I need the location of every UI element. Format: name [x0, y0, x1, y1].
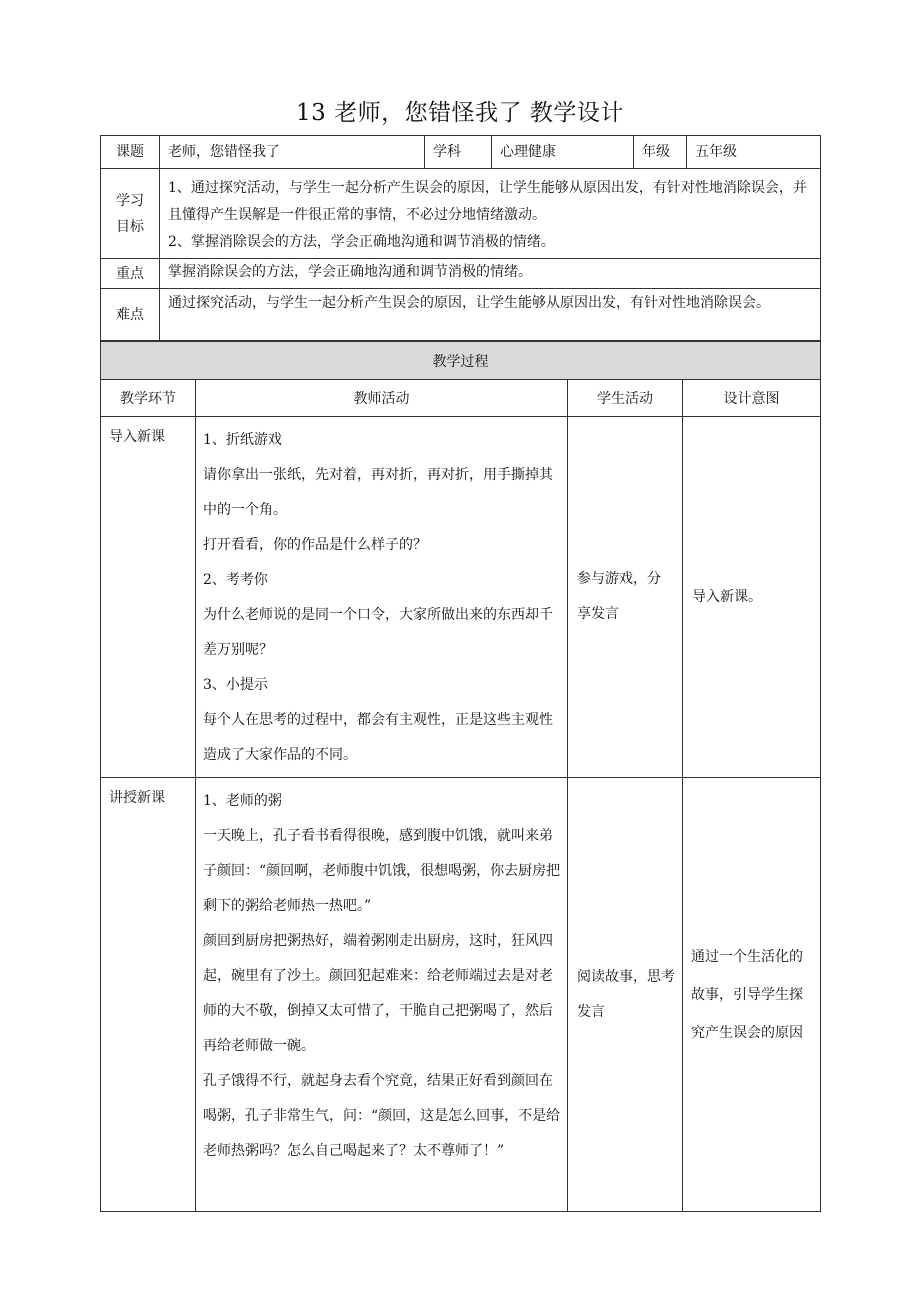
lesson-stage: 讲授新课: [101, 778, 196, 1212]
header-intent: 设计意图: [683, 380, 821, 417]
header-teacher: 教师活动: [196, 380, 568, 417]
process-band-row: [101, 342, 821, 380]
goals-label-line-1: 学习: [116, 192, 144, 209]
difficulty-label: 难点: [101, 289, 160, 341]
subject-value: 心理健康: [492, 136, 634, 169]
grade-value: 五年级: [687, 136, 821, 169]
intro-step-3-title: 3、小提示: [203, 677, 268, 693]
subject-label: 学科: [425, 136, 492, 169]
intro-student-activity: 参与游戏，分享发言: [568, 417, 683, 778]
key-row: [101, 259, 821, 289]
goals-label: [101, 169, 160, 259]
difficulty-row: [101, 289, 821, 341]
topic-value: 老师，您错怪我了: [160, 136, 425, 169]
intro-step-3-text: 每个人在思考的过程中，都会有主观性，正是这些主观性造成了大家作品的不同。: [203, 712, 553, 763]
grade-label: 年级: [634, 136, 687, 169]
lesson-story-part-3: 孔子饿得不行，就起身去看个究竟，结果正好看到颜回在喝粥，孔子非常生气，问：“颜回，这是怎么回事，不是给老师热粥吗？怎么自己喝起来了？太不尊师了！”: [203, 1073, 561, 1159]
lesson-teacher-activity: [196, 778, 568, 1212]
lesson-design-intent: 通过一个生活化的故事，引导学生探究产生误会的原因: [683, 778, 821, 1212]
document-title: 13 老师，您错怪我了 教学设计: [296, 100, 624, 126]
goals-item-1: 1、通过探究活动，与学生一起分析产生误会的原因，让学生能够从原因出发，有针对性地消除误会，并且懂得产生误解是一件很正常的事情，不必过分地情绪激动。: [168, 180, 807, 223]
intro-stage: 导入新课: [101, 417, 196, 778]
process-table: [100, 341, 821, 1212]
intro-teacher-activity: [196, 417, 568, 778]
key-text: 掌握消除误会的方法，学会正确地沟通和调节消极的情绪。: [160, 259, 821, 289]
intro-step-1-title: 1、折纸游戏: [203, 432, 282, 448]
intro-step-2-text: 为什么老师说的是同一个口令，大家所做出来的东西却千差万别呢？: [203, 607, 553, 658]
header-student: 学生活动: [568, 380, 683, 417]
intro-step-2-title: 2、考考你: [203, 572, 268, 588]
goals-text: [160, 169, 821, 259]
key-label: 重点: [101, 259, 160, 289]
difficulty-text: 通过探究活动，与学生一起分析产生误会的原因，让学生能够从原因出发，有针对性地消除误会。: [160, 289, 821, 341]
info-table: [100, 135, 821, 341]
intro-step-1-question: 打开看看，你的作品是什么样子的？: [203, 537, 427, 553]
goals-item-2: 2、掌握消除误会的方法，学会正确地沟通和调节消极的情绪。: [168, 234, 555, 250]
goals-row: [101, 169, 821, 259]
lesson-story-part-1: 一天晚上，孔子看书看得很晚，感到腹中饥饿，就叫来弟子颜回：“颜回啊，老师腹中饥饿，很想喝粥，你去厨房把剩下的粥给老师热一热吧。”: [203, 828, 561, 914]
intro-design-intent: 导入新课。: [683, 417, 821, 778]
process-band: 教学过程: [101, 342, 821, 380]
lesson-row: [101, 778, 821, 1212]
intro-step-1-text: 请你拿出一张纸，先对着，再对折，再对折，用手撕掉其中的一个角。: [203, 467, 553, 518]
lesson-story-title: 1、老师的粥: [203, 793, 282, 809]
topic-row: [101, 136, 821, 169]
topic-label: 课题: [101, 136, 160, 169]
lesson-story-part-2: 颜回到厨房把粥热好，端着粥刚走出厨房，这时，狂风四起，碗里有了沙土。颜回犯起难来：给老师端过去是对老师的大不敬，倒掉又太可惜了，干脆自己把粥喝了，然后再给老师做一碗。: [203, 933, 553, 1054]
goals-label-line-2: 目标: [116, 218, 144, 235]
lesson-student-activity: 阅读故事，思考发言: [568, 778, 683, 1212]
header-stage: 教学环节: [101, 380, 196, 417]
intro-row: [101, 417, 821, 778]
process-header-row: [101, 380, 821, 417]
